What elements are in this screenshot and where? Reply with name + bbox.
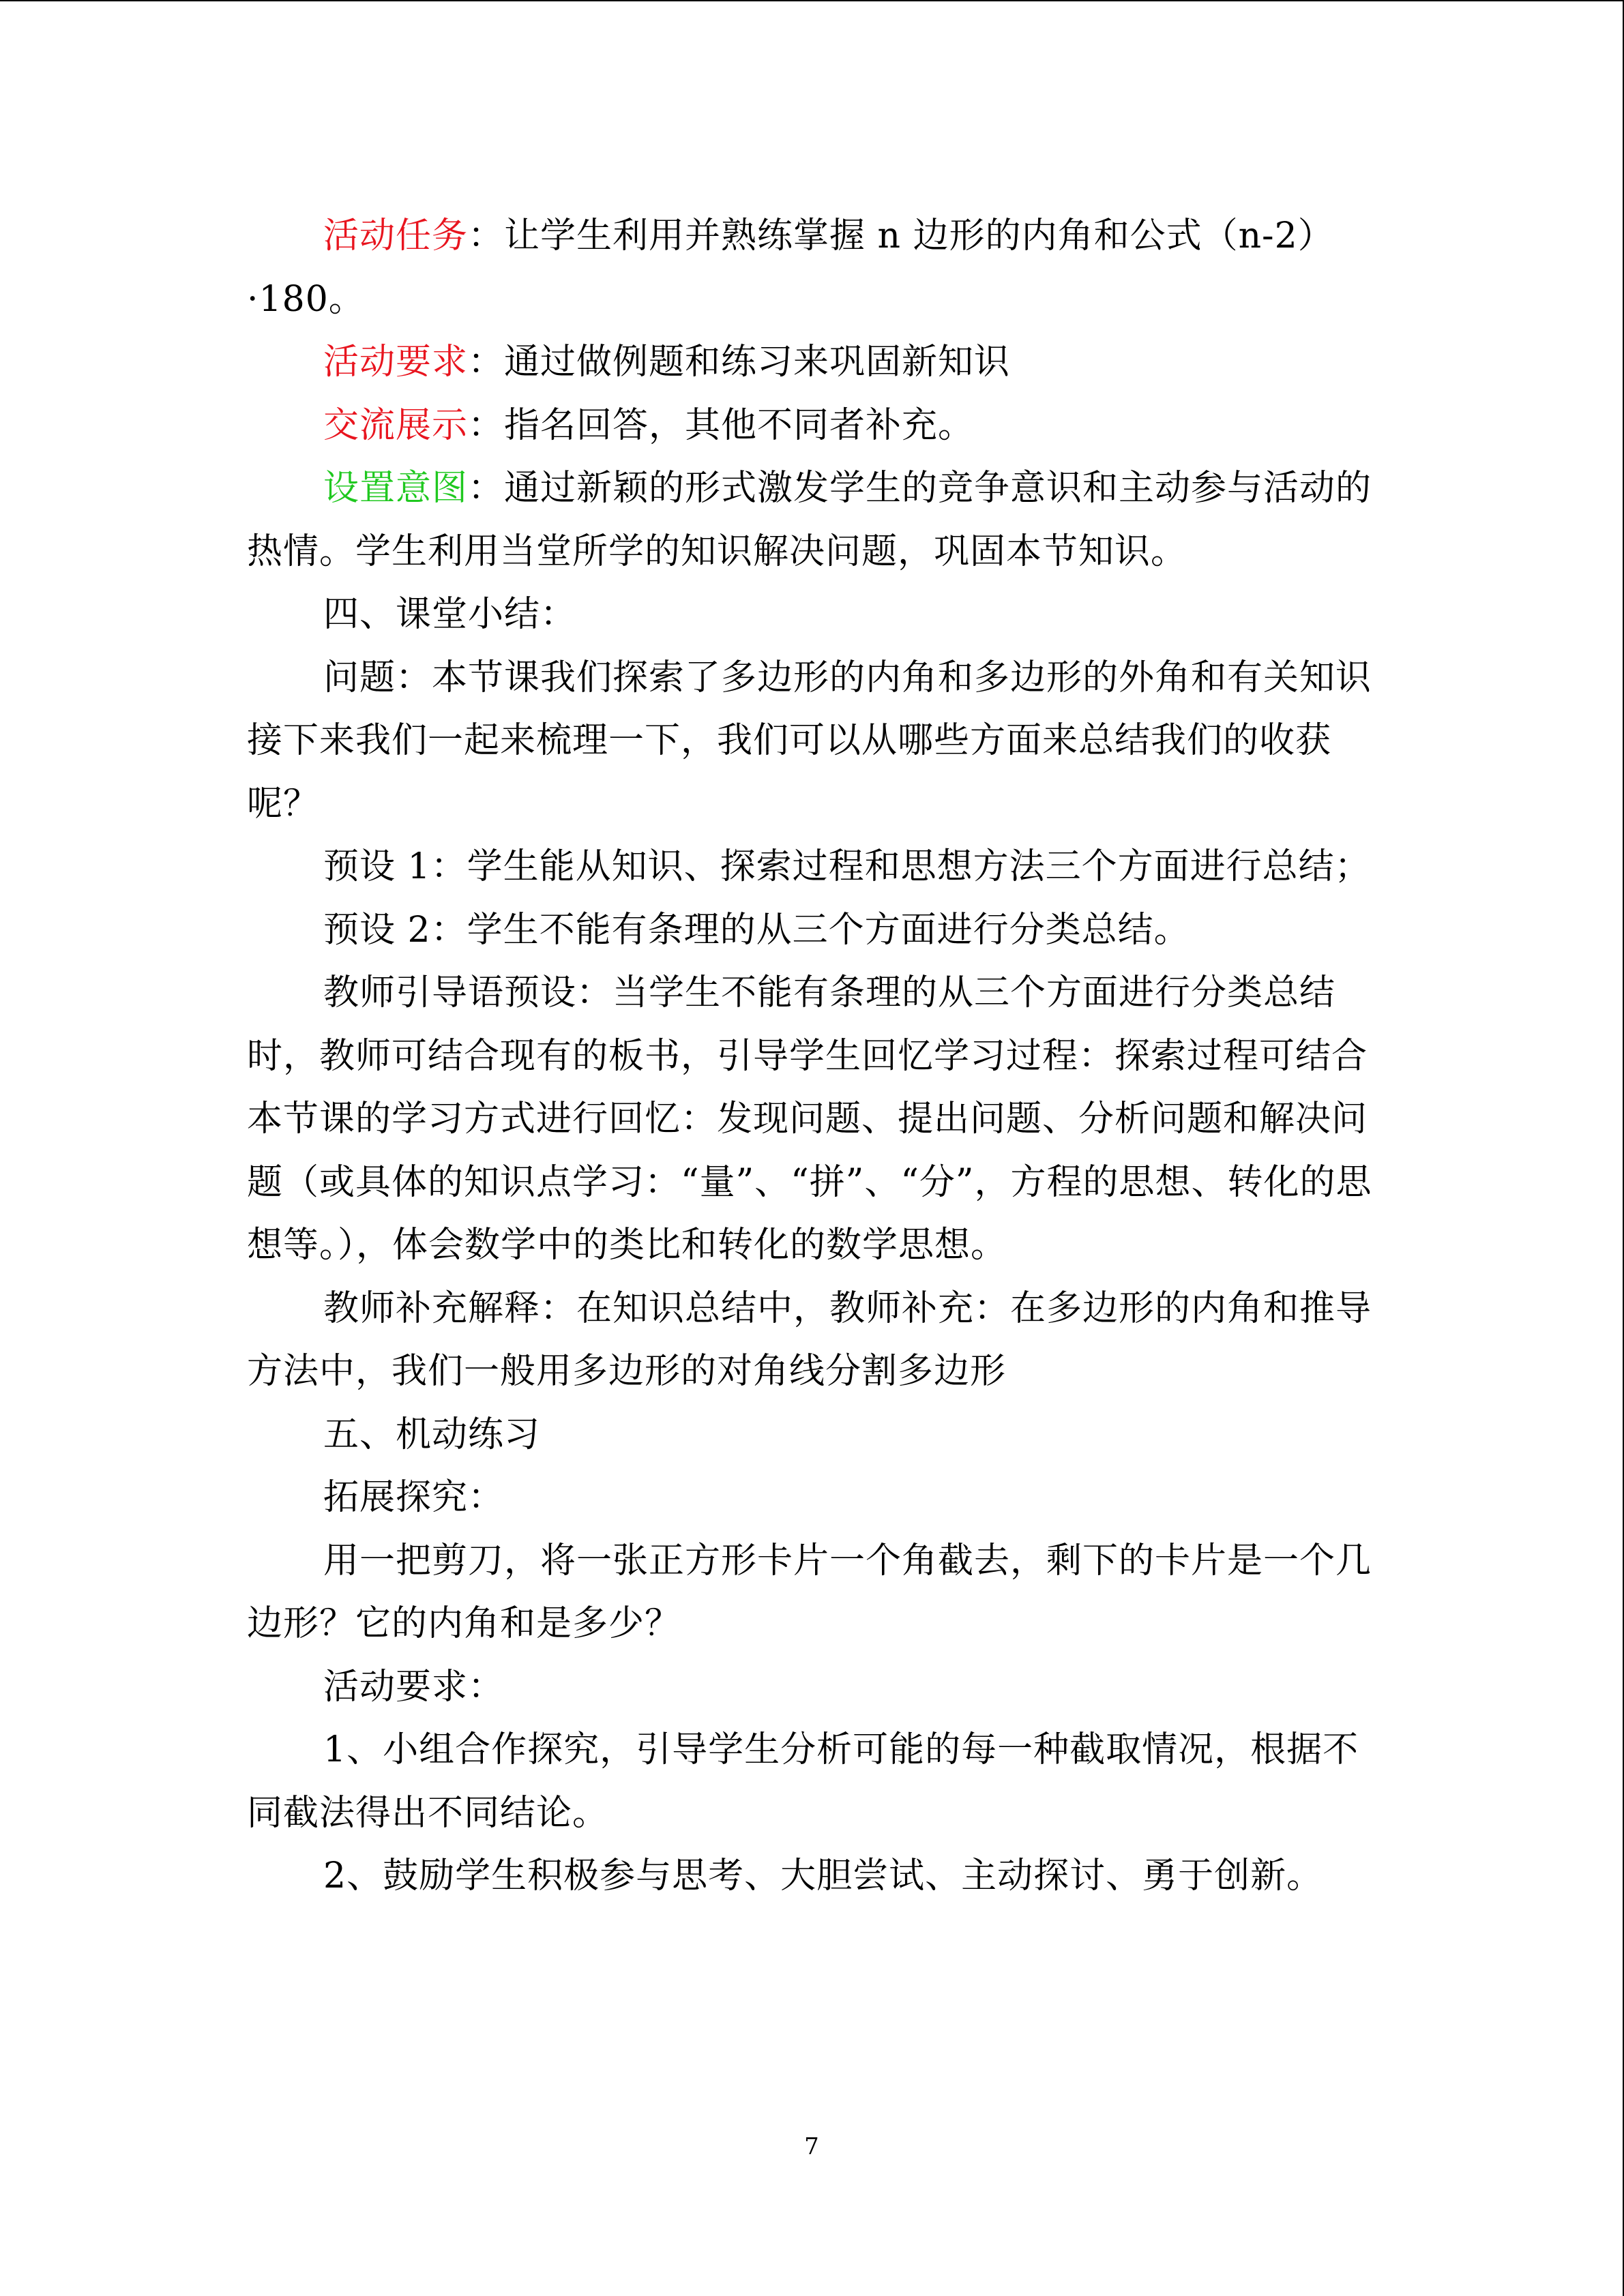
heading-class-summary: 四、课堂小结： — [323, 594, 577, 635]
paragraph-question: 问题：本节课我们探索了多边形的内角和多边形的外角和有关知识接下来我们一起来梳理一下，我们可以从哪些方面来总结我们的收获呢？ — [247, 657, 1372, 824]
paragraph-activity-requirement — [247, 331, 1372, 394]
paragraph-teacher-supplement: 教师补充解释：在知识总结中，教师补充：在多边形的内角和推导方法中，我们一般用多边形的对角线分割多边形 — [247, 1287, 1372, 1392]
label-activity-task: 活动任务 — [323, 215, 469, 256]
page-number: 7 — [804, 2133, 819, 2160]
paragraph-scissors-problem: 用一把剪刀，将一张正方形卡片一个角截去，剩下的卡片是一个几边形？它的内角和是多少？ — [247, 1540, 1372, 1644]
paragraph-preset-1: 预设 1：学生能从知识、探索过程和思想方法三个方面进行总结； — [323, 846, 1371, 887]
paragraph-preset-2: 预设 2：学生不能有条理的从三个方面进行分类总结。 — [323, 909, 1190, 951]
label-activity-requirement: 活动要求 — [323, 342, 469, 383]
document-body — [247, 205, 1372, 1908]
label-exchange-display: 交流展示 — [323, 404, 469, 446]
text-activity-requirement: ：通过做例题和练习来巩固新知识 — [468, 342, 1011, 383]
text-design-intent: ：通过新颖的形式激发学生的竞争意识和主动参与活动的热情。学生利用当堂所学的知识解决问题，巩固本节知识。 — [247, 468, 1372, 572]
paragraph-activity-requirements-heading: 活动要求： — [323, 1666, 505, 1708]
paragraph-requirement-2: 2、鼓励学生积极参与思考、大胆尝试、主动探讨、勇于创新。 — [323, 1855, 1323, 1896]
paragraph-requirement-1: 1、小组合作探究，引导学生分析可能的每一种截取情况，根据不同截法得出不同结论。 — [247, 1729, 1359, 1834]
paragraph-exchange-display — [247, 394, 1372, 458]
text-activity-task: ：让学生利用并熟练掌握 n 边形的内角和公式（n-2）·180。 — [247, 215, 1316, 320]
heading-flexible-practice: 五、机动练习 — [323, 1414, 541, 1455]
label-design-intent: 设置意图 — [323, 468, 469, 509]
paragraph-activity-task — [247, 205, 1372, 331]
paragraph-design-intent — [247, 457, 1372, 583]
paragraph-extension-inquiry: 拓展探究： — [323, 1477, 505, 1518]
text-exchange-display: ：指名回答，其他不同者补充。 — [468, 404, 975, 446]
paragraph-teacher-guide: 教师引导语预设：当学生不能有条理的从三个方面进行分类总结时，教师可结合现有的板书，引导学生回忆学习过程：探索过程可结合本节课的学习方式进行回忆：发现问题、提出问题、分析问题和解决问题（或具体的知识点学习：“量”、“拼”、“分”，方程的思想、转化的思想等。），体会数学中的类比和转化的数学思想。 — [247, 972, 1372, 1266]
